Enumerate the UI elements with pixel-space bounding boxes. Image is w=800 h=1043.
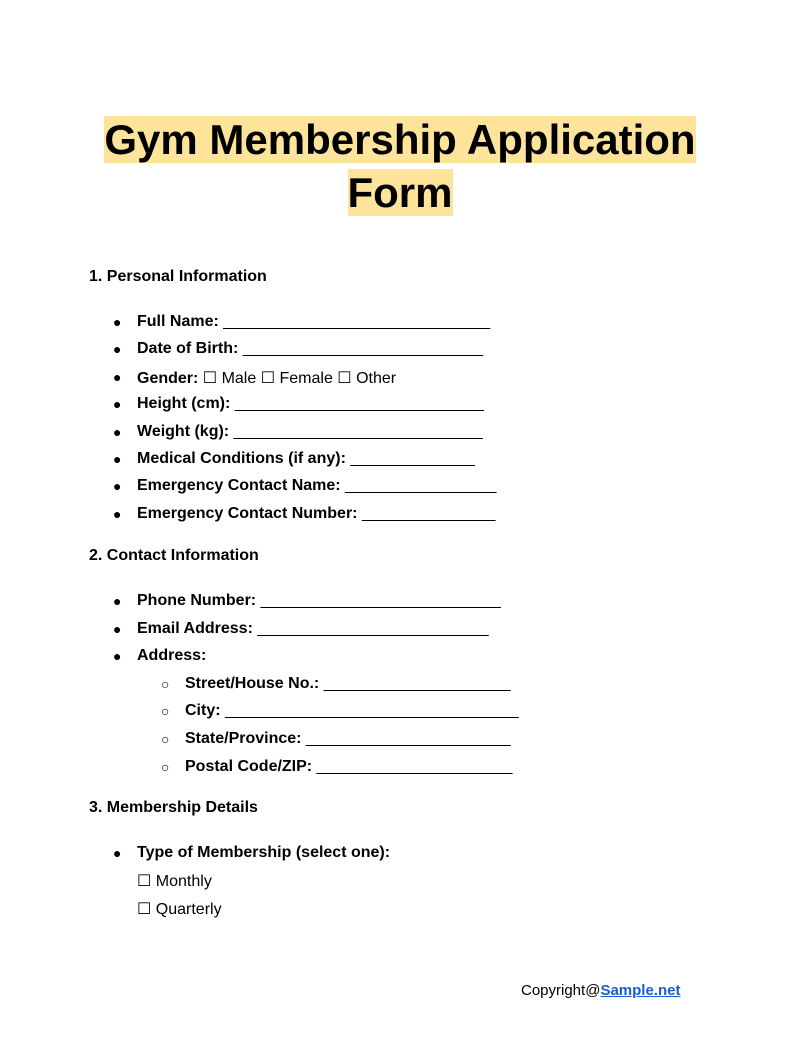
bullet-icon: ● [113,593,122,609]
field-membership-type: Type of Membership (select one): [137,844,391,861]
field-weight[interactable]: Weight (kg): ____________________________ [137,423,483,440]
field-medical-conditions[interactable]: Medical Conditions (if any): ______________ [137,450,475,467]
copyright-footer: Copyright@Sample.net [521,982,681,999]
field-street[interactable]: Street/House No.: _____________________ [185,675,511,692]
circle-bullet-icon: ○ [161,731,170,747]
bullet-icon: ● [113,369,122,385]
bullet-icon: ● [113,648,122,664]
field-state[interactable]: State/Province: _______________________ [185,730,511,747]
bullet-icon: ● [113,478,122,494]
section-heading-personal: 1. Personal Information [89,268,267,285]
section-heading-membership: 3. Membership Details [89,799,258,816]
bullet-icon: ● [113,506,122,522]
field-gender[interactable]: Gender: ☐ Male ☐ Female ☐ Other [137,370,397,387]
circle-bullet-icon: ○ [161,676,170,692]
page-title [0,113,800,219]
field-emergency-contact-name[interactable]: Emergency Contact Name: _________________ [137,477,497,494]
field-postal-code[interactable]: Postal Code/ZIP: ______________________ [185,758,513,775]
section-heading-contact: 2. Contact Information [89,547,259,564]
field-date-of-birth[interactable]: Date of Birth: ___________________________ [137,340,484,357]
bullet-icon: ● [113,341,122,357]
field-full-name[interactable]: Full Name: ______________________________ [137,313,491,330]
field-email-address[interactable]: Email Address: __________________________ [137,620,489,637]
circle-bullet-icon: ○ [161,759,170,775]
field-height[interactable]: Height (cm): ____________________________ [137,395,484,412]
bullet-icon: ● [113,314,122,330]
bullet-icon: ● [113,451,122,467]
title-line-2: Form [347,169,453,216]
field-emergency-contact-number[interactable]: Emergency Contact Number: _______________ [137,505,496,522]
bullet-icon: ● [113,396,122,412]
bullet-icon: ● [113,845,122,861]
field-city[interactable]: City: _________________________________ [185,702,519,719]
sample-net-link[interactable]: Sample.net [600,982,681,999]
circle-bullet-icon: ○ [161,703,170,719]
title-line-1: Gym Membership Application [104,116,696,163]
field-phone-number[interactable]: Phone Number: ___________________________ [137,592,501,609]
field-address: Address: [137,647,207,664]
bullet-icon: ● [113,424,122,440]
bullet-icon: ● [113,621,122,637]
option-quarterly-checkbox[interactable]: ☐ Quarterly [137,901,222,918]
option-monthly-checkbox[interactable]: ☐ Monthly [137,873,212,890]
